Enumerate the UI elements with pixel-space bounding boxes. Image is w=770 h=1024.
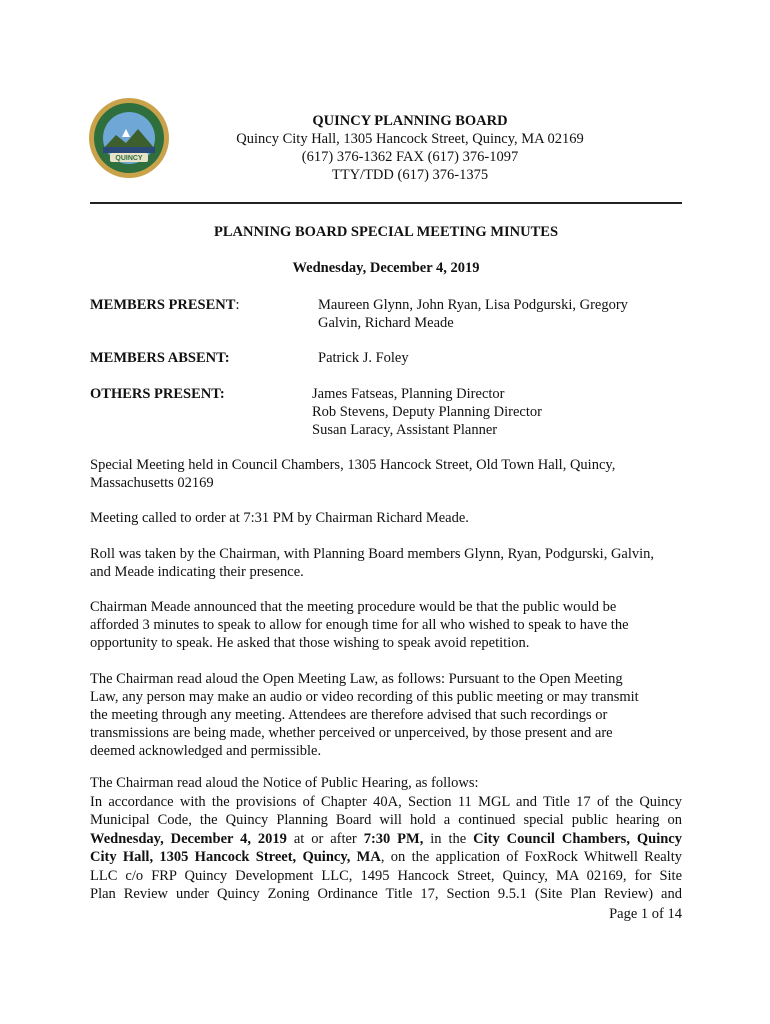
paragraph-called-to-order: Meeting called to order at 7:31 PM by Chairman Richard Meade. xyxy=(90,510,469,526)
seal-text: QUINCY xyxy=(115,155,143,162)
paragraph-procedure: Chairman Meade announced that the meeting procedure would be that the public would be afforded 3 minutes to speak to allow for enough time for all who wished to speak to have the opportunity to speak. He asked that those wishing to speak avoid repetition. xyxy=(90,599,629,651)
org-tty: TTY/TDD (617) 376-1375 xyxy=(331,167,489,183)
page-number: Page 1 of 14 xyxy=(609,906,682,922)
members-present-value: Maureen Glynn, John Ryan, Lisa Podgurski, Gregory Galvin, Richard Meade xyxy=(318,297,628,331)
document-title: PLANNING BOARD SPECIAL MEETING MINUTES xyxy=(213,224,559,240)
members-absent-label: MEMBERS ABSENT: xyxy=(90,350,230,366)
paragraph-roll-call: Roll was taken by the Chairman, with Planning Board members Glynn, Ryan, Podgurski, Galvin, and Meade indicating their presence. xyxy=(90,546,655,580)
others-present-label: OTHERS PRESENT: xyxy=(90,386,225,402)
paragraph-open-meeting-law: The Chairman read aloud the Open Meeting Law, as follows: Pursuant to the Open Meeting Law, any person may make an audio or video recording of this public meeting or may transmit the meeting through any meeting. Attendees are therefore advised that such recordings or transmissions are being made, whether perceived or unperceived, by those present and are deemed acknowledged and permissible. xyxy=(90,671,639,759)
city-seal-logo xyxy=(88,97,170,179)
members-present-label: MEMBERS PRESENT: xyxy=(90,297,240,313)
others-present-value: James Fatseas, Planning Director Rob Stevens, Deputy Planning Director Susan Laracy, Assistant Planner xyxy=(312,386,542,438)
org-name: QUINCY PLANNING BOARD xyxy=(312,113,508,129)
meeting-date: Wednesday, December 4, 2019 xyxy=(292,260,480,276)
paragraph-public-hearing-notice: The Chairman read aloud the Notice of Public Hearing, as follows: In accordance with the provisions of Chapter 40A, Section 11 MGL and Title 17 of the Quincy Municipal Code, the Quincy Planning Board will hold a continued special public hearing on Wednesday, December 4, 2019 at or after 7:30 PM, in the City Council Chambers, Quincy City Hall, 1305 Hancock Street, Quincy, MA, on the application of FoxRock Whitwell Realty LLC c/o FRP Quincy Development LLC, 1495 Hancock Street, Quincy, MA 02169, for Site Plan Review under Quincy Zoning Ordinance Title 17, Section 9.5.1 (Site Plan Review) and xyxy=(90,775,682,902)
letterhead xyxy=(160,112,660,184)
paragraph-location: Special Meeting held in Council Chambers, 1305 Hancock Street, Old Town Hall, Quincy, Massachusetts 02169 xyxy=(90,457,616,491)
org-address: Quincy City Hall, 1305 Hancock Street, Quincy, MA 02169 xyxy=(236,131,584,147)
members-absent-value: Patrick J. Foley xyxy=(318,350,409,366)
header-divider xyxy=(90,202,682,204)
org-phone-fax: (617) 376-1362 FAX (617) 376-1097 xyxy=(301,149,519,165)
